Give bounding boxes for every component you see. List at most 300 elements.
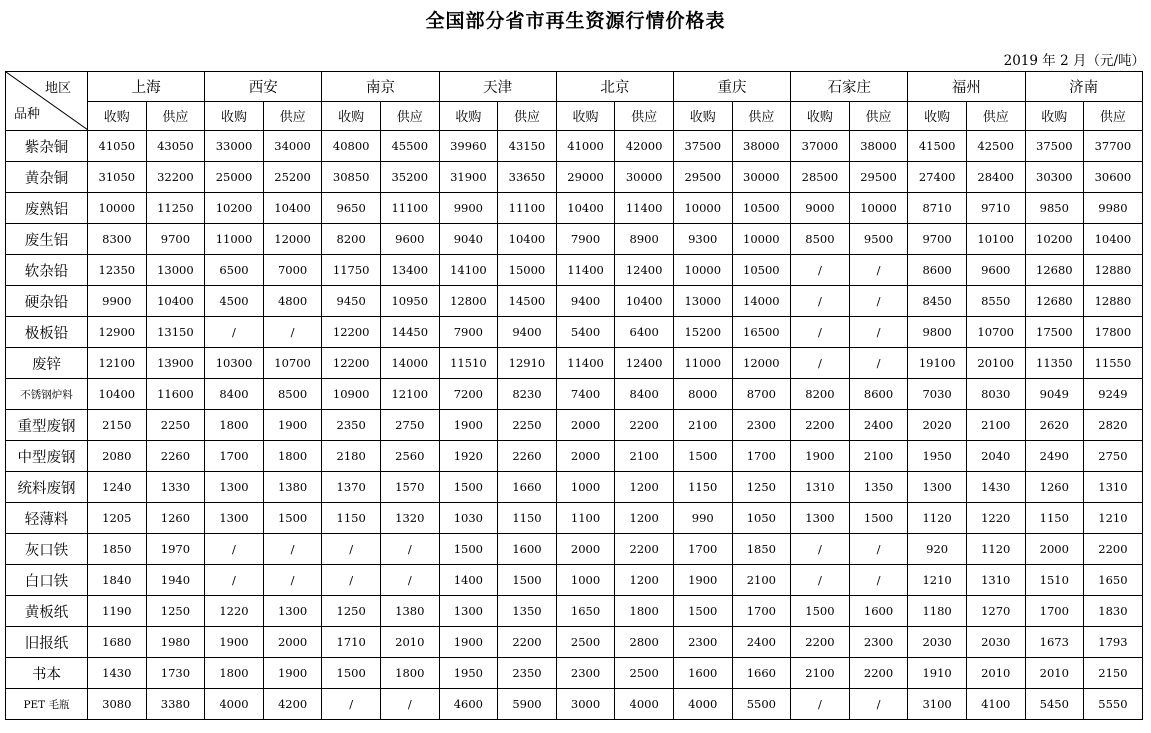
price-cell: 11750 xyxy=(322,255,381,286)
price-cell: 1850 xyxy=(88,534,147,565)
price-cell: 3380 xyxy=(146,689,205,720)
price-cell: 42000 xyxy=(615,131,674,162)
price-cell: 1840 xyxy=(88,565,147,596)
price-cell: 1500 xyxy=(498,565,557,596)
price-cell: 1910 xyxy=(908,658,967,689)
price-cell: 10000 xyxy=(673,255,732,286)
price-cell: 2250 xyxy=(498,410,557,441)
price-cell: 2350 xyxy=(498,658,557,689)
variety-name: 硬杂铅 xyxy=(6,286,88,317)
price-cell: / xyxy=(849,255,908,286)
price-cell: 1320 xyxy=(380,503,439,534)
price-cell: 12000 xyxy=(732,348,791,379)
price-cell: 7900 xyxy=(556,224,615,255)
price-cell: 1380 xyxy=(380,596,439,627)
price-cell: 12910 xyxy=(498,348,557,379)
price-cell: 2200 xyxy=(615,410,674,441)
price-cell: 2000 xyxy=(263,627,322,658)
variety-name: 黄杂铜 xyxy=(6,162,88,193)
price-cell: 8400 xyxy=(615,379,674,410)
price-cell: / xyxy=(849,348,908,379)
price-cell: 1500 xyxy=(263,503,322,534)
price-cell: 29500 xyxy=(849,162,908,193)
price-cell: 28400 xyxy=(966,162,1025,193)
price-cell: 43050 xyxy=(146,131,205,162)
price-cell: 12350 xyxy=(88,255,147,286)
price-cell: 1800 xyxy=(205,658,264,689)
price-cell: 12400 xyxy=(615,348,674,379)
price-cell: 9500 xyxy=(849,224,908,255)
table-row xyxy=(6,348,1143,379)
price-cell: / xyxy=(263,565,322,596)
buy-header: 收购 xyxy=(322,101,381,131)
price-cell: 2020 xyxy=(908,410,967,441)
price-cell: 14100 xyxy=(439,255,498,286)
price-cell: 31900 xyxy=(439,162,498,193)
price-cell: 1240 xyxy=(88,472,147,503)
price-cell: / xyxy=(791,255,850,286)
price-cell: 1900 xyxy=(205,627,264,658)
price-cell: 11400 xyxy=(556,348,615,379)
price-cell: 2400 xyxy=(849,410,908,441)
price-cell: 1600 xyxy=(498,534,557,565)
price-cell: / xyxy=(205,534,264,565)
supply-header: 供应 xyxy=(498,101,557,131)
price-cell: 1300 xyxy=(263,596,322,627)
price-cell: 2490 xyxy=(1025,441,1084,472)
price-cell: 30000 xyxy=(732,162,791,193)
price-cell: 10100 xyxy=(966,224,1025,255)
price-cell: 12680 xyxy=(1025,286,1084,317)
price-cell: 6500 xyxy=(205,255,264,286)
supply-header: 供应 xyxy=(966,101,1025,131)
price-cell: 920 xyxy=(908,534,967,565)
price-cell: 9980 xyxy=(1084,193,1143,224)
price-cell: 1510 xyxy=(1025,565,1084,596)
price-cell: 10950 xyxy=(380,286,439,317)
variety-label: 品种 xyxy=(14,107,41,122)
price-cell: 8200 xyxy=(322,224,381,255)
price-cell: 37500 xyxy=(1025,131,1084,162)
table-row xyxy=(6,503,1143,534)
price-cell: 11510 xyxy=(439,348,498,379)
price-cell: 1650 xyxy=(1084,565,1143,596)
price-cell: 30000 xyxy=(615,162,674,193)
price-cell: 8300 xyxy=(88,224,147,255)
price-cell: 2300 xyxy=(673,627,732,658)
price-cell: 1350 xyxy=(849,472,908,503)
price-cell: 990 xyxy=(673,503,732,534)
price-cell: 2030 xyxy=(908,627,967,658)
variety-name: 不锈钢炉料 xyxy=(6,379,88,410)
price-cell: 1200 xyxy=(615,472,674,503)
table-row xyxy=(6,565,1143,596)
price-cell: 12880 xyxy=(1084,255,1143,286)
price-cell: 9040 xyxy=(439,224,498,255)
price-cell: 2150 xyxy=(1084,658,1143,689)
price-cell: 35200 xyxy=(380,162,439,193)
variety-name: 旧报纸 xyxy=(6,627,88,658)
price-cell: 8500 xyxy=(791,224,850,255)
table-row xyxy=(6,379,1143,410)
price-cell: 8400 xyxy=(205,379,264,410)
price-cell: 11600 xyxy=(146,379,205,410)
price-cell: 9800 xyxy=(908,317,967,348)
price-cell: 2100 xyxy=(673,410,732,441)
price-cell: 2560 xyxy=(380,441,439,472)
price-cell: 45500 xyxy=(380,131,439,162)
buy-header: 收购 xyxy=(1025,101,1084,131)
price-cell: 2300 xyxy=(556,658,615,689)
price-cell: / xyxy=(205,565,264,596)
price-cell: 13000 xyxy=(673,286,732,317)
supply-header: 供应 xyxy=(1084,101,1143,131)
price-cell: 1150 xyxy=(1025,503,1084,534)
price-cell: 5500 xyxy=(732,689,791,720)
price-cell: 1500 xyxy=(673,441,732,472)
city-header-row xyxy=(6,72,1143,102)
table-row xyxy=(6,255,1143,286)
variety-name: 黄板纸 xyxy=(6,596,88,627)
table-row xyxy=(6,596,1143,627)
price-cell: 38000 xyxy=(849,131,908,162)
region-label: 地区 xyxy=(44,81,71,96)
city-header: 天津 xyxy=(439,72,556,102)
price-cell: 2620 xyxy=(1025,410,1084,441)
price-cell: 6400 xyxy=(615,317,674,348)
price-cell: 2010 xyxy=(966,658,1025,689)
price-cell: 1950 xyxy=(908,441,967,472)
price-cell: 29500 xyxy=(673,162,732,193)
price-cell: 1700 xyxy=(673,534,732,565)
table-row xyxy=(6,689,1143,720)
price-cell: / xyxy=(380,565,439,596)
price-cell: 4100 xyxy=(966,689,1025,720)
variety-name: 灰口铁 xyxy=(6,534,88,565)
price-cell: 17500 xyxy=(1025,317,1084,348)
buy-header: 收购 xyxy=(673,101,732,131)
variety-name: 中型废钢 xyxy=(6,441,88,472)
city-header: 石家庄 xyxy=(791,72,908,102)
price-cell: 1250 xyxy=(146,596,205,627)
price-cell: / xyxy=(380,689,439,720)
price-cell: 10700 xyxy=(966,317,1025,348)
city-header: 重庆 xyxy=(673,72,790,102)
price-cell: 1400 xyxy=(439,565,498,596)
price-cell: 8900 xyxy=(615,224,674,255)
variety-name: 废锌 xyxy=(6,348,88,379)
table-row xyxy=(6,286,1143,317)
price-cell: 9600 xyxy=(380,224,439,255)
price-cell: 1210 xyxy=(1084,503,1143,534)
corner-header-cell xyxy=(6,72,88,131)
price-cell: 4200 xyxy=(263,689,322,720)
price-cell: 30600 xyxy=(1084,162,1143,193)
price-cell: 1270 xyxy=(966,596,1025,627)
price-cell: 1500 xyxy=(791,596,850,627)
price-cell: / xyxy=(322,565,381,596)
price-cell: 2010 xyxy=(1025,658,1084,689)
price-cell: 1950 xyxy=(439,658,498,689)
price-cell: 8030 xyxy=(966,379,1025,410)
table-row xyxy=(6,131,1143,162)
price-cell: 11100 xyxy=(380,193,439,224)
price-cell: 1260 xyxy=(1025,472,1084,503)
price-cell: 1260 xyxy=(146,503,205,534)
price-cell: 1300 xyxy=(205,503,264,534)
price-cell: 1920 xyxy=(439,441,498,472)
price-cell: 9600 xyxy=(966,255,1025,286)
price-cell: 10400 xyxy=(615,286,674,317)
price-cell: 2300 xyxy=(732,410,791,441)
price-cell: 2100 xyxy=(615,441,674,472)
price-cell: 12100 xyxy=(380,379,439,410)
price-cell: 1150 xyxy=(322,503,381,534)
price-cell: 9700 xyxy=(146,224,205,255)
price-cell: 1900 xyxy=(439,627,498,658)
price-cell: 7900 xyxy=(439,317,498,348)
price-cell: 8600 xyxy=(849,379,908,410)
price-cell: 7400 xyxy=(556,379,615,410)
price-cell: 10500 xyxy=(732,193,791,224)
price-cell: 14450 xyxy=(380,317,439,348)
supply-header: 供应 xyxy=(380,101,439,131)
price-cell: 1650 xyxy=(556,596,615,627)
price-cell: 9049 xyxy=(1025,379,1084,410)
table-row xyxy=(6,162,1143,193)
price-cell: 1980 xyxy=(146,627,205,658)
variety-name: 统料废钢 xyxy=(6,472,88,503)
price-cell: 1900 xyxy=(673,565,732,596)
table-row xyxy=(6,627,1143,658)
price-cell: 1970 xyxy=(146,534,205,565)
price-cell: 1200 xyxy=(615,565,674,596)
price-cell: 2000 xyxy=(556,410,615,441)
price-cell: 1500 xyxy=(673,596,732,627)
price-cell: 31050 xyxy=(88,162,147,193)
price-cell: / xyxy=(380,534,439,565)
price-cell: 2100 xyxy=(732,565,791,596)
price-cell: 2040 xyxy=(966,441,1025,472)
price-cell: 1205 xyxy=(88,503,147,534)
price-cell: 11400 xyxy=(556,255,615,286)
price-cell: 2010 xyxy=(380,627,439,658)
price-cell: 8550 xyxy=(966,286,1025,317)
price-cell: 1100 xyxy=(556,503,615,534)
variety-name: PET 毛瓶 xyxy=(6,689,88,720)
price-cell: 43150 xyxy=(498,131,557,162)
price-cell: 29000 xyxy=(556,162,615,193)
price-cell: 1660 xyxy=(732,658,791,689)
price-cell: 1800 xyxy=(615,596,674,627)
price-cell: 2200 xyxy=(849,658,908,689)
price-cell: 2250 xyxy=(146,410,205,441)
price-cell: 2300 xyxy=(849,627,908,658)
price-cell: 1700 xyxy=(732,441,791,472)
price-cell: 10300 xyxy=(205,348,264,379)
price-cell: 2500 xyxy=(556,627,615,658)
price-cell: 9650 xyxy=(322,193,381,224)
price-cell: 9249 xyxy=(1084,379,1143,410)
table-row xyxy=(6,317,1143,348)
buy-header: 收购 xyxy=(88,101,147,131)
price-cell: 14500 xyxy=(498,286,557,317)
price-cell: 1120 xyxy=(908,503,967,534)
price-cell: 19100 xyxy=(908,348,967,379)
price-cell: / xyxy=(791,317,850,348)
price-cell: / xyxy=(849,286,908,317)
unit-label: 2019 年 2 月（元/吨） xyxy=(1003,53,1145,69)
price-cell: 12680 xyxy=(1025,255,1084,286)
price-cell: 4000 xyxy=(673,689,732,720)
price-cell: 42500 xyxy=(966,131,1025,162)
price-cell: 12000 xyxy=(263,224,322,255)
price-cell: 37000 xyxy=(791,131,850,162)
price-cell: 10400 xyxy=(146,286,205,317)
price-cell: 4500 xyxy=(205,286,264,317)
price-cell: / xyxy=(849,317,908,348)
price-cell: 2200 xyxy=(1084,534,1143,565)
price-cell: 10000 xyxy=(673,193,732,224)
price-cell: 12900 xyxy=(88,317,147,348)
table-row xyxy=(6,410,1143,441)
price-cell: 1850 xyxy=(732,534,791,565)
price-cell: 14000 xyxy=(380,348,439,379)
price-cell: 1900 xyxy=(791,441,850,472)
price-cell: 1220 xyxy=(966,503,1025,534)
price-cell: 1310 xyxy=(966,565,1025,596)
price-cell: 11000 xyxy=(205,224,264,255)
price-cell: 9000 xyxy=(791,193,850,224)
price-cell: 41000 xyxy=(556,131,615,162)
price-cell: 9900 xyxy=(439,193,498,224)
price-cell: 1430 xyxy=(966,472,1025,503)
page-title: 全国部分省市再生资源行情价格表 xyxy=(425,10,726,32)
price-cell: 1660 xyxy=(498,472,557,503)
price-cell: 1673 xyxy=(1025,627,1084,658)
variety-name: 书本 xyxy=(6,658,88,689)
price-cell: / xyxy=(791,286,850,317)
price-cell: / xyxy=(263,317,322,348)
price-cell: 7030 xyxy=(908,379,967,410)
price-cell: 12100 xyxy=(88,348,147,379)
price-cell: 30850 xyxy=(322,162,381,193)
price-cell: 1830 xyxy=(1084,596,1143,627)
buy-header: 收购 xyxy=(791,101,850,131)
table-row xyxy=(6,658,1143,689)
price-cell: 1050 xyxy=(732,503,791,534)
price-cell: 1300 xyxy=(205,472,264,503)
city-header: 南京 xyxy=(322,72,439,102)
supply-header: 供应 xyxy=(146,101,205,131)
city-header: 西安 xyxy=(205,72,322,102)
price-cell: 12880 xyxy=(1084,286,1143,317)
price-cell: 11350 xyxy=(1025,348,1084,379)
supply-header: 供应 xyxy=(732,101,791,131)
price-cell: 1310 xyxy=(1084,472,1143,503)
price-cell: 2030 xyxy=(966,627,1025,658)
price-cell: 1150 xyxy=(498,503,557,534)
supply-header: 供应 xyxy=(615,101,674,131)
price-cell: 1700 xyxy=(732,596,791,627)
price-cell: 11250 xyxy=(146,193,205,224)
price-cell: 1300 xyxy=(791,503,850,534)
price-cell: / xyxy=(205,317,264,348)
price-cell: 10500 xyxy=(732,255,791,286)
price-cell: / xyxy=(322,689,381,720)
price-table xyxy=(5,71,1143,720)
price-cell: 15200 xyxy=(673,317,732,348)
price-cell: 3000 xyxy=(556,689,615,720)
price-cell: 1210 xyxy=(908,565,967,596)
price-cell: 1370 xyxy=(322,472,381,503)
price-cell: 38000 xyxy=(732,131,791,162)
price-cell: / xyxy=(849,534,908,565)
price-cell: 2100 xyxy=(791,658,850,689)
price-cell: 8450 xyxy=(908,286,967,317)
price-cell: 1500 xyxy=(322,658,381,689)
price-cell: 9700 xyxy=(908,224,967,255)
price-cell: 1600 xyxy=(849,596,908,627)
buy-header: 收购 xyxy=(556,101,615,131)
price-cell: 1700 xyxy=(205,441,264,472)
price-cell: 11400 xyxy=(615,193,674,224)
price-cell: 1900 xyxy=(263,658,322,689)
price-cell: 5550 xyxy=(1084,689,1143,720)
price-cell: / xyxy=(791,534,850,565)
price-cell: 9450 xyxy=(322,286,381,317)
price-cell: 41050 xyxy=(88,131,147,162)
price-cell: 1793 xyxy=(1084,627,1143,658)
price-cell: 3080 xyxy=(88,689,147,720)
price-cell: 4600 xyxy=(439,689,498,720)
price-cell: 1800 xyxy=(205,410,264,441)
city-header: 北京 xyxy=(556,72,673,102)
price-cell: 12400 xyxy=(615,255,674,286)
price-cell: 10200 xyxy=(205,193,264,224)
price-cell: 2150 xyxy=(88,410,147,441)
price-cell: 3100 xyxy=(908,689,967,720)
price-cell: 1000 xyxy=(556,472,615,503)
price-cell: 17800 xyxy=(1084,317,1143,348)
price-cell: 10900 xyxy=(322,379,381,410)
price-cell: / xyxy=(791,348,850,379)
price-cell: 34000 xyxy=(263,131,322,162)
price-cell: 2750 xyxy=(1084,441,1143,472)
price-cell: 1300 xyxy=(439,596,498,627)
price-cell: / xyxy=(791,565,850,596)
price-cell: 1250 xyxy=(732,472,791,503)
buy-header: 收购 xyxy=(439,101,498,131)
price-cell: 1940 xyxy=(146,565,205,596)
city-header: 济南 xyxy=(1025,72,1142,102)
price-cell: 1900 xyxy=(439,410,498,441)
price-cell: / xyxy=(849,565,908,596)
price-cell: 13400 xyxy=(380,255,439,286)
price-cell: 2200 xyxy=(791,410,850,441)
price-cell: 27400 xyxy=(908,162,967,193)
price-cell: 1500 xyxy=(439,534,498,565)
price-cell: 2100 xyxy=(966,410,1025,441)
price-cell: 4800 xyxy=(263,286,322,317)
price-cell: 1000 xyxy=(556,565,615,596)
price-cell: 10400 xyxy=(1084,224,1143,255)
price-cell: 10400 xyxy=(556,193,615,224)
price-cell: 12200 xyxy=(322,348,381,379)
price-cell: 14000 xyxy=(732,286,791,317)
price-cell: 1350 xyxy=(498,596,557,627)
price-cell: 9400 xyxy=(498,317,557,348)
